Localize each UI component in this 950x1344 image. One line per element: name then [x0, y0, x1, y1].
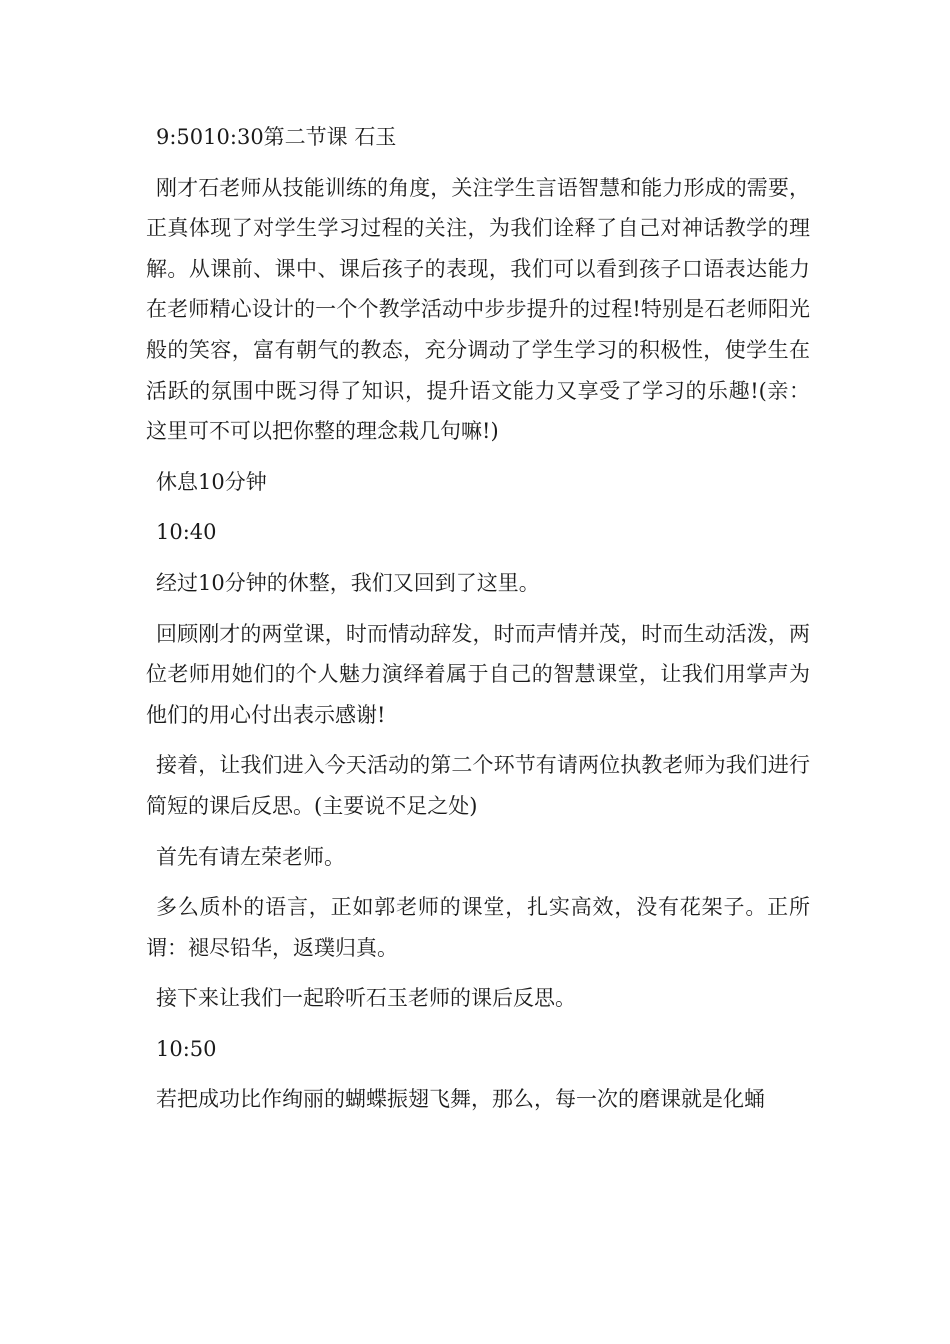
paragraph-review: 回顾刚才的两堂课，时而情动辞发，时而声情并茂，时而生动活泼，两位老师用她们的个人魅力演绎着属于自己的智慧课堂，让我们用掌声为他们的用心付出表示感谢!: [146, 621, 810, 727]
paragraph-invite-shi-yu: 接下来让我们一起聆听石玉老师的课后反思。: [156, 986, 576, 1011]
paragraph-time-1050: 10:50: [156, 1036, 217, 1061]
paragraph-second-segment: 接着，让我们进入今天活动的第二个环节有请两位执教老师为我们进行简短的课后反思。(主要说不足之处): [146, 753, 810, 818]
paragraph-return: 经过10分钟的休整，我们又回到了这里。: [156, 570, 540, 595]
paragraph-invite-zuo-rong: 首先有请左荣老师。: [156, 844, 345, 869]
paragraph-plain-language: 多么质朴的语言，正如郭老师的课堂，扎实高效，没有花架子。正所谓：褪尽铅华，返璞归真。: [146, 895, 810, 960]
paragraph-butterfly: 若把成功比作绚丽的蝴蝶振翅飞舞，那么，每一次的磨课就是化蛹: [156, 1087, 765, 1112]
document-body: [146, 117, 810, 1130]
paragraph-break-notice: 休息10分钟: [156, 469, 267, 494]
paragraph-time-1040: 10:40: [156, 520, 217, 545]
paragraph-schedule-second-lesson: 9:5010:30第二节课 石玉: [156, 125, 397, 149]
paragraph-teacher-shi-comment: 刚才石老师从技能训练的角度，关注学生言语智慧和能力形成的需要，正真体现了对学生学习过程的关注，为我们诠释了自己对神话教学的理解。从课前、课中、课后孩子的表现，我们可以看到孩子口语表达能力在老师精心设计的一个个教学活动中步步提升的过程!特别是石老师阳光般的笑容，富有朝气的教态，充分调动了学生学习的积极性，使学生在活跃的氛围中既习得了知识，提升语文能力又享受了学习的乐趣!(亲：这里可不可以把你整的理念栽几句嘛!): [146, 175, 810, 444]
